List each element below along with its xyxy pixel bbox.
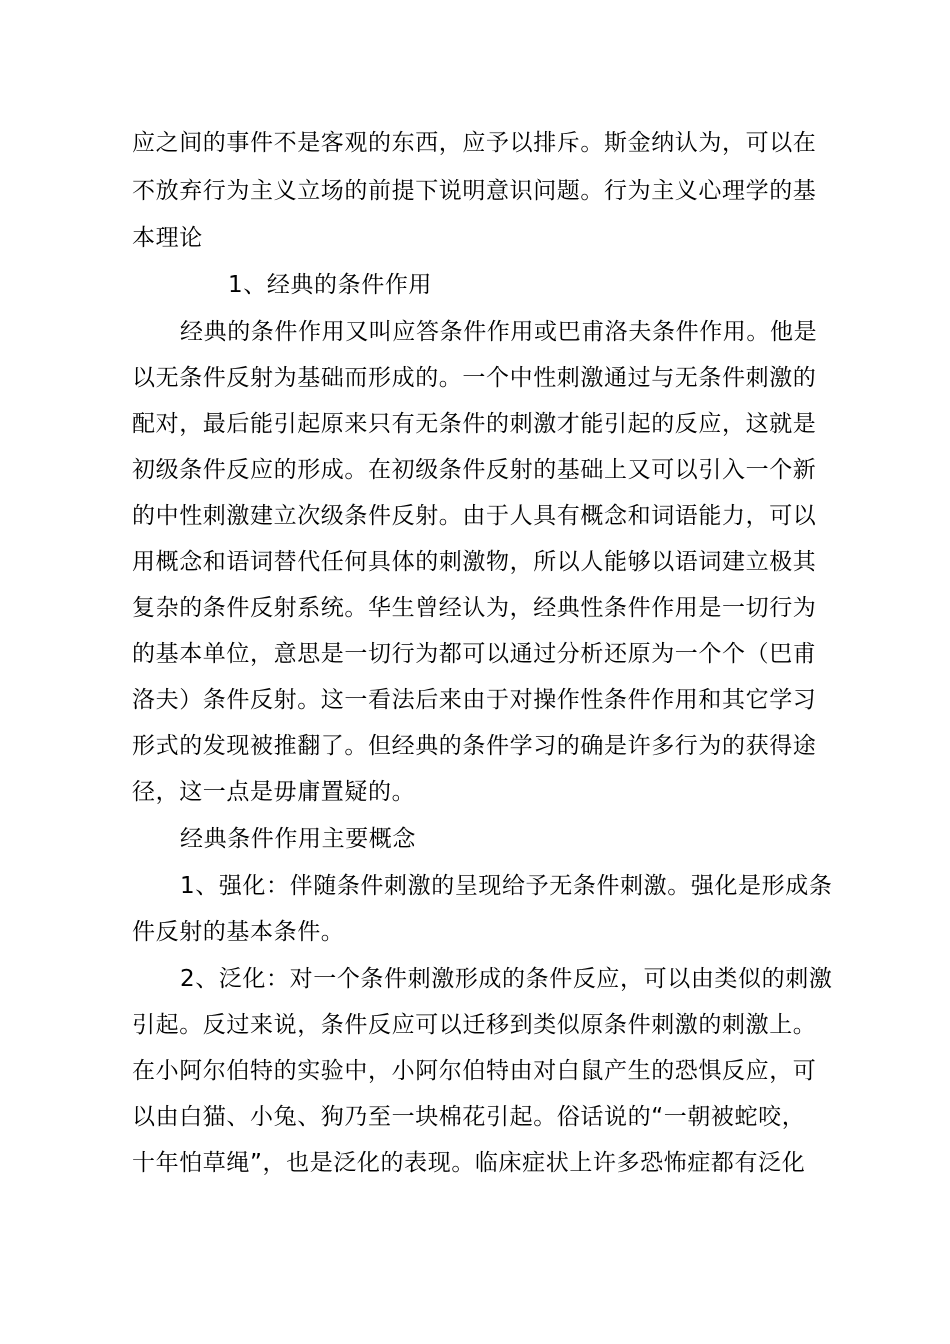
text-line: 本理论 <box>132 225 203 251</box>
text-line: 洛夫）条件反射。这一看法后来由于对操作性条件作用和其它学习 <box>132 687 817 713</box>
text-line: 配对，最后能引起原来只有无条件的刺激才能引起的反应，这就是 <box>132 411 817 437</box>
list-item-first-line: 2、泛化：对一个条件刺激形成的条件反应，可以由类似的刺激 <box>180 966 833 992</box>
text-line: 初级条件反应的形成。在初级条件反射的基础上又可以引入一个新 <box>132 457 817 483</box>
list-item-first-line: 1、强化：伴随条件刺激的呈现给予无条件刺激。强化是形成条 <box>180 873 833 899</box>
text-line: 引起。反过来说，条件反应可以迁移到类似原条件刺激的刺激上。 <box>132 1012 817 1038</box>
text-line: 的基本单位，意思是一切行为都可以通过分析还原为一个个（巴甫 <box>132 641 817 667</box>
paragraph-first-line: 经典的条件作用又叫应答条件作用或巴甫洛夫条件作用。他是 <box>180 319 818 345</box>
text-line: 应之间的事件不是客观的东西，应予以排斥。斯金纳认为，可以在 <box>132 130 817 156</box>
text-line: 十年怕草绳”，也是泛化的表现。临床症状上许多恐怖症都有泛化 <box>132 1150 806 1176</box>
text-line: 形式的发现被推翻了。但经典的条件学习的确是许多行为的获得途 <box>132 733 817 759</box>
subsection-heading: 经典条件作用主要概念 <box>180 826 416 852</box>
text-line: 复杂的条件反射系统。华生曾经认为，经典性条件作用是一切行为 <box>132 595 817 621</box>
text-line: 不放弃行为主义立场的前提下说明意识问题。行为主义心理学的基 <box>132 178 817 204</box>
text-line: 在小阿尔伯特的实验中，小阿尔伯特由对白鼠产生的恐惧反应，可 <box>132 1058 817 1084</box>
text-line: 以无条件反射为基础而形成的。一个中性刺激通过与无条件刺激的 <box>132 365 817 391</box>
text-line: 以由白猫、小兔、狗乃至一块棉花引起。俗话说的“一朝被蛇咬， <box>132 1104 806 1130</box>
text-line: 件反射的基本条件。 <box>132 919 345 945</box>
text-line: 用概念和语词替代任何具体的刺激物，所以人能够以语词建立极其 <box>132 549 817 575</box>
text-line: 径，这一点是毋庸置疑的。 <box>132 779 416 805</box>
section-heading: 1、经典的条件作用 <box>228 272 433 298</box>
text-line: 的中性刺激建立次级条件反射。由于人具有概念和词语能力，可以 <box>132 503 817 529</box>
